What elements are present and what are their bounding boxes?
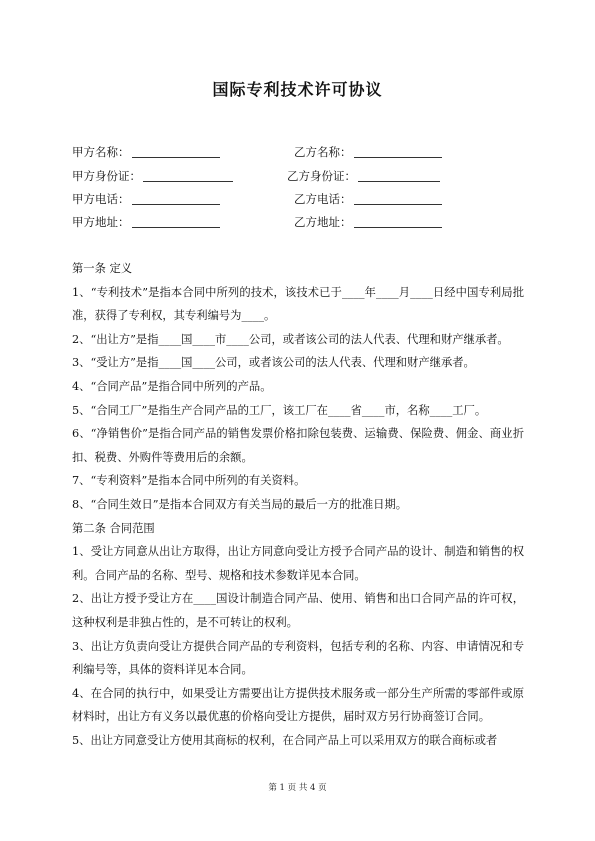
party-a-address-blank xyxy=(132,215,220,228)
page-number: 第 1 页 共 4 页 xyxy=(268,783,327,793)
party-b-phone-field xyxy=(294,191,442,207)
party-a-address-label: 甲方地址： xyxy=(72,215,130,229)
party-a-phone-label: 甲方电话： xyxy=(72,192,130,206)
party-a-phone-field xyxy=(72,191,220,207)
party-b-name-field xyxy=(294,144,442,160)
document-title: 国际专利技术许可协议 xyxy=(212,80,383,99)
party-a-address-field xyxy=(72,214,220,230)
party-b-name-label: 乙方名称： xyxy=(294,145,352,159)
article-1-clause: 8、“合同生效日”是指本合同双方有关当局的最后一方的批准日期。 xyxy=(72,497,408,511)
article-2-heading: 第二条 合同范围 xyxy=(72,521,155,535)
article-1-clause: 2、“出让方”是指____国____市____公司，或者该公司的法人代表、代理和财产继承者。 xyxy=(72,332,509,346)
article-1-clause: 1、“专利技术”是指本合同中所列的技术，该技术已于____年____月____日经中国专利局批准，获得了专利权，其专利编号为____。 xyxy=(72,285,524,323)
contract-body xyxy=(72,257,524,752)
article-1-clause: 6、“净销售价”是指合同产品的销售发票价格扣除包装费、运输费、保险费、佣金、商业折扣、税费、外购件等费用后的余额。 xyxy=(72,427,524,464)
article-1-clause: 7、“专利资料”是指本合同中所列的有关资料。 xyxy=(72,474,306,488)
article-1-clause: 4、“合同产品”是指合同中所列的产品。 xyxy=(72,379,272,393)
party-a-id-blank xyxy=(143,169,233,182)
party-b-address-field xyxy=(294,214,442,230)
party-b-name-blank xyxy=(354,145,442,158)
article-2-clause: 3、出让方负责向受让方提供合同产品的专利资料，包括专利的名称、内容、申请情况和专利编号等，具体的资料详见本合同。 xyxy=(72,639,524,677)
article-2-clause: 5、出让方同意受让方使用其商标的权利，在合同产品上可以采用双方的联合商标或者 xyxy=(72,733,498,747)
party-b-id-blank xyxy=(358,169,440,182)
party-a-id-field xyxy=(72,168,233,184)
party-a-name-label: 甲方名称： xyxy=(72,145,130,159)
party-b-id-field xyxy=(287,168,440,184)
article-2-clause: 1、受让方同意从出让方取得，出让方同意向受让方授予合同产品的设计、制造和销售的权利。合同产品的名称、型号、规格和技术参数详见本合同。 xyxy=(72,545,524,582)
party-a-phone-blank xyxy=(132,192,220,205)
party-a-name-field xyxy=(72,144,220,160)
article-1-clause: 5、“合同工厂”是指生产合同产品的工厂，该工厂在____省____市，名称____工厂。 xyxy=(72,403,487,417)
article-1-heading: 第一条 定义 xyxy=(72,262,133,275)
party-b-phone-blank xyxy=(354,192,442,205)
party-b-address-label: 乙方地址： xyxy=(294,215,352,229)
party-a-id-label: 甲方身份证： xyxy=(72,169,141,183)
article-2-clause: 4、在合同的执行中，如果受让方需要出让方提供技术服务或一部分生产所需的零部件或原材料时，出让方有义务以最优惠的价格向受让方提供，届时双方另行协商签订合同。 xyxy=(72,686,524,724)
article-2-clause: 2、出让方授予受让方在____国设计制造合同产品、使用、销售和出口合同产品的许可权，这种权利是非独占性的，是不可转让的权利。 xyxy=(72,592,524,629)
party-b-id-label: 乙方身份证： xyxy=(287,169,356,183)
article-1-clause: 3、“受让方”是指____国____公司，或者该公司的法人代表、代理和财产继承者。 xyxy=(72,356,475,370)
party-b-address-blank xyxy=(354,215,442,228)
party-a-name-blank xyxy=(132,145,220,158)
party-b-phone-label: 乙方电话： xyxy=(294,192,352,206)
